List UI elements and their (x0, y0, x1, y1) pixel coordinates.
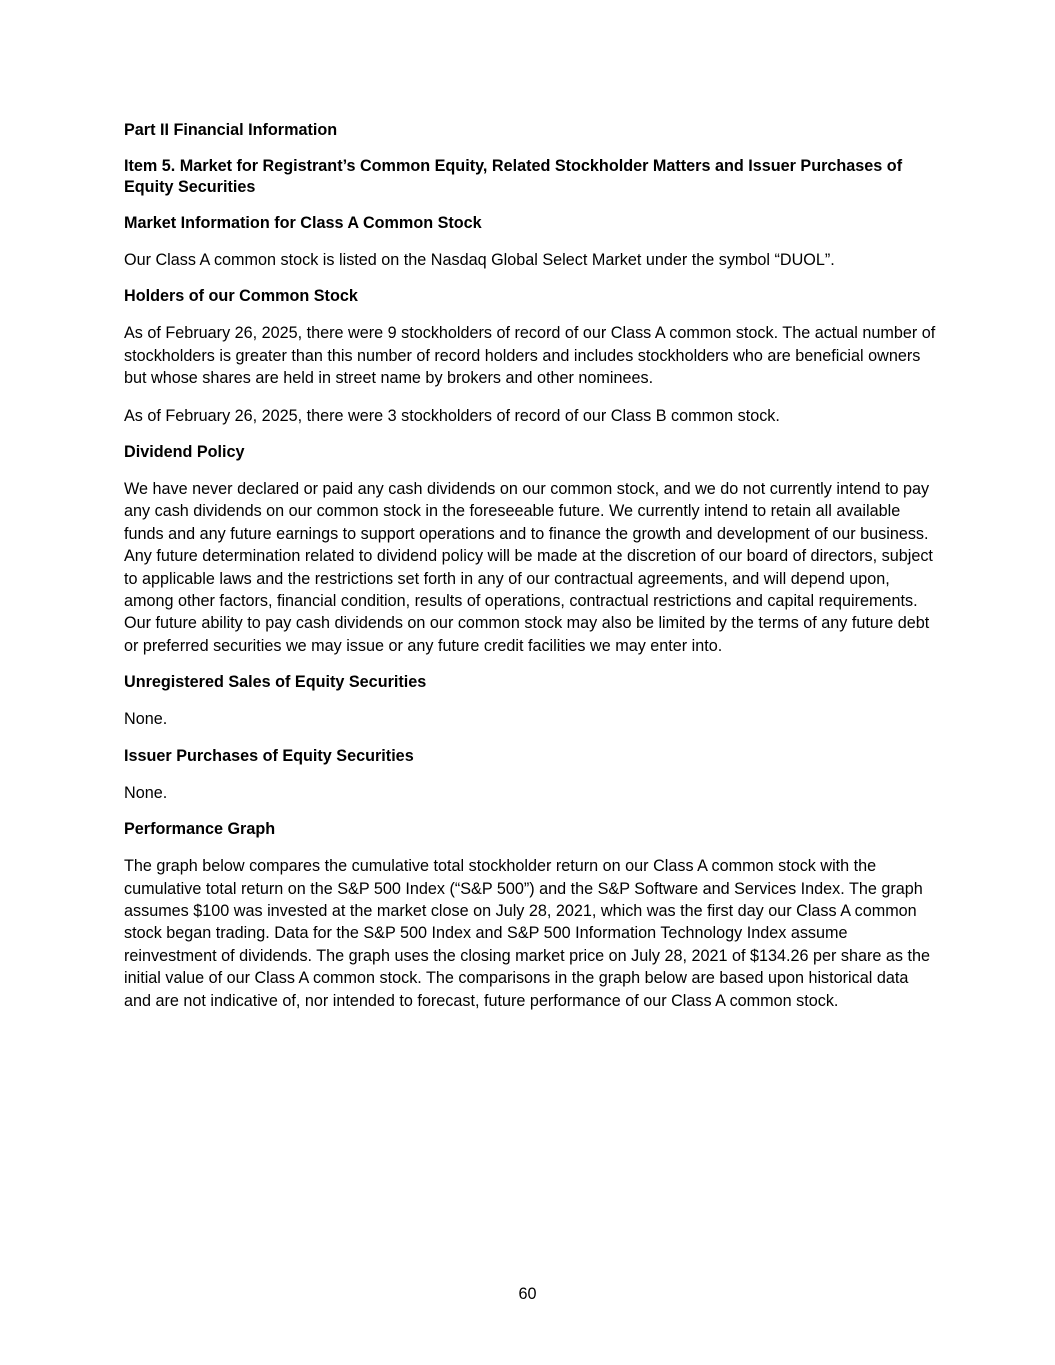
page-number: 60 (518, 1285, 537, 1303)
issuer-purchases-text: None. (124, 783, 168, 802)
dividend-heading: Dividend Policy (124, 443, 245, 462)
holders-class-a-text: As of February 26, 2025, there were 9 stockholders of record of our Class A common stock. The actual number of stockholders is greater than this number of record holders and includes stockholders who are beneficial owners but whose shares are held in street name by brokers and other nominees. (124, 324, 936, 388)
part-title: Part II Financial Information (124, 121, 338, 139)
market-info-heading: Market Information for Class A Common Stock (124, 214, 482, 232)
holders-class-b-text: As of February 26, 2025, there were 3 stockholders of record of our Class B common stock. (124, 406, 780, 425)
dividend-text: We have never declared or paid any cash dividends on our common stock, and we do not currently intend to pay any cash dividends on our common stock in the foreseeable future. We currently intend to retain all available funds and any future earnings to support operations and to finance the growth and development of our business. Any future determination related to dividend policy will be made at the discretion of our board of directors, subject to applicable laws and the restrictions set forth in any of our contractual agreements, and will depend upon, among other factors, financial condition, results of operations, contractual restrictions and capital requirements. Our future ability to pay cash dividends on our common stock may also be limited by the terms of any future debt or preferred securities we may issue or any future credit facilities we may enter into. (124, 480, 933, 655)
item5-title: Item 5. Market for Registrant’s Common Equity, Related Stockholder Matters and Issuer Purchases of Equity Securities (124, 157, 903, 196)
unregistered-sales-text: None. (124, 710, 168, 729)
performance-graph-heading: Performance Graph (124, 820, 276, 839)
unregistered-sales-heading: Unregistered Sales of Equity Securities (124, 673, 427, 692)
performance-graph-text: The graph below compares the cumulative total stockholder return on our Class A common stock with the cumulative total return on the S&P 500 Index (“S&P 500”) and the S&P Software and Services Index. The graph assumes $100 was invested at the market close on July 28, 2021, which was the first day our Class A common stock began trading. Data for the S&P 500 Index and S&P 500 Information Technology Index assume reinvestment of dividends. The graph uses the closing market price on July 28, 2021 of $134.26 per share as the initial value of our Class A common stock. The comparisons in the graph below are based upon historical data and are not indicative of, nor intended to forecast, future performance of our Class A common stock. (124, 857, 930, 1010)
holders-heading: Holders of our Common Stock (124, 287, 358, 306)
document-page (124, 120, 936, 1012)
issuer-purchases-heading: Issuer Purchases of Equity Securities (124, 746, 414, 765)
market-info-text: Our Class A common stock is listed on the Nasdaq Global Select Market under the symbol “DUOL”. (124, 251, 835, 269)
